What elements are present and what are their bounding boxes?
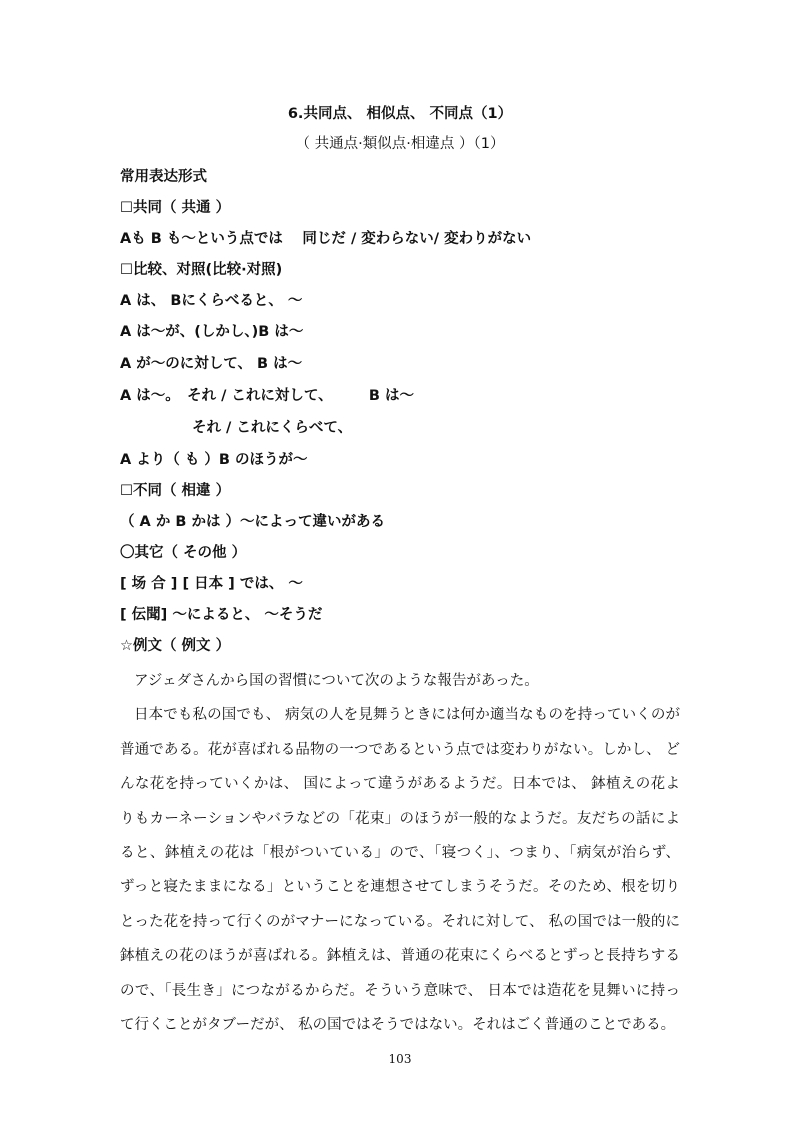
item-compare-5: それ / これにくらべて、: [192, 420, 353, 436]
item-example-heading: ☆例文（ 例文 ）: [120, 638, 231, 654]
item-compare-1: A は、 Bにくらべると、 ～: [120, 293, 303, 309]
example-body: 日本でも私の国でも、 病気の人を見舞うときには何か適当なものを持っていくのが普通である。花が喜ばれる品物の一つであるという点では変わりがない。しかし、 どんな花を持っていくかは、 国によって違うがあるようだ。日本では、 鉢植えの花よりもカーネーションやバラなどの「花束」のほうが一般的なようだ。友だちの話によると、鉢植えの花は「根がついている」ので、「寝つく」、つまり、「病気が治らず、 ずっと寝たままになる」ということを連想させてしまうそうだ。そのため、根を切りとった花を持って行くのがマナーになっている。それに対して、 私の国では一般的に鉢植えの花のほうが喜ばれる。鉢植えは、普通の花束にくらべるとずっと長持ちするので、「長生き」につながるからだ。そういう意味で、 日本では造花を見舞いに持って行くことがタブーだが、 私の国ではそうではない。それはごく普通のことである。: [120, 707, 680, 1034]
item-compare-6: A より（ も ）B のほうが～: [120, 452, 308, 468]
item-common: ☐共同（ 共通 ）: [120, 200, 231, 216]
item-compare: ☐比较、对照(比较·对照): [120, 262, 283, 278]
section-heading: 常用表达形式: [120, 169, 207, 185]
item-compare-4: A は～。 それ / これに対して、 B は～: [120, 388, 414, 404]
item-compare-3: A が～のに対して、 B は～: [120, 356, 303, 372]
item-same-expression: Aも B も～という点では 同じだ / 変わらない/ 変わりがない: [120, 231, 532, 247]
item-other-1: [ 场 合 ] [ 日本 ] では、 ～: [120, 576, 303, 592]
example-intro: アジェダさんから国の習慣について次のような報告があった。: [134, 673, 539, 689]
page-title: 6.共同点、 相似点、 不同点（1）: [287, 106, 513, 122]
item-other-2: [ 伝聞] ～によると、 ～そうだ: [120, 607, 323, 623]
page-number: 103: [388, 1052, 412, 1066]
example-text: [120, 664, 680, 1042]
page-subtitle: （ 共通点·類似点·相違点 ）（1）: [295, 136, 505, 152]
item-other: 〇其它（ その他 ）: [120, 545, 247, 561]
item-compare-2: A は～が、(しかし、)B は～: [120, 324, 304, 340]
item-different-1: （ A か B かは ）～によって違いがある: [120, 514, 386, 530]
item-different: ☐不同（ 相違 ）: [120, 483, 231, 499]
